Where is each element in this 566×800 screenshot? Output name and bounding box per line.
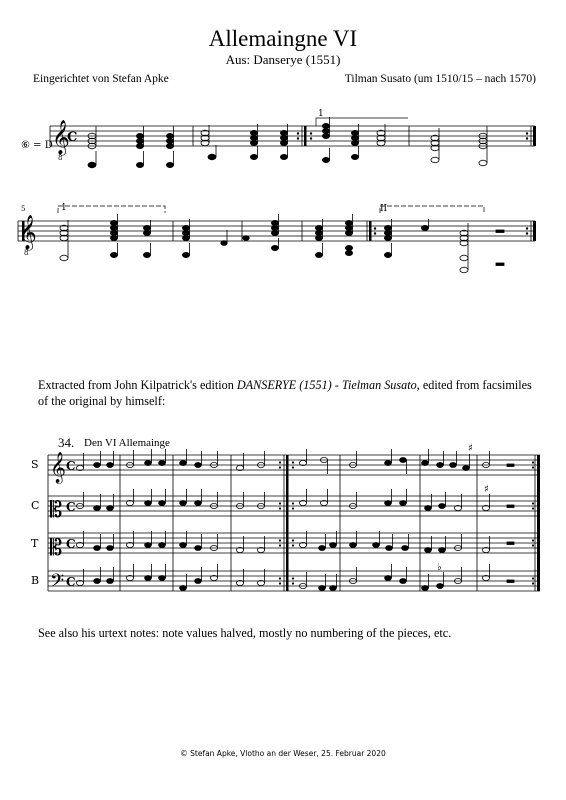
svg-text:C: C (66, 575, 76, 589)
note-text-after: , edited from facsimiles of the original by himself: (38, 378, 532, 408)
voice-label-alto: C (31, 499, 40, 512)
svg-text:C: C (67, 130, 78, 145)
composer-credit: Tilman Susato (um 1510/15 – nach 1570) (344, 73, 536, 85)
voice-label-tenor: T (31, 537, 39, 550)
treble-clef-icon: 𝄞 (52, 120, 70, 155)
volta-2-label: II (380, 204, 388, 214)
page-subtitle: Aus: Danserye (1551) (225, 52, 341, 67)
note-text-before: Extracted from John Kilpatrick's edition (38, 378, 237, 392)
voice-label-bass: B (31, 574, 40, 587)
svg-text:♯: ♯ (484, 484, 489, 495)
see-also-note: See also his urtext notes: note values halved, mostly no numbering of the pieces, etc. (38, 626, 452, 640)
svg-text:C: C (66, 537, 76, 551)
piece-number: 34. (58, 435, 75, 450)
alto-clef-icon: 𝄡 (50, 498, 63, 523)
volta-1-label: 1 (318, 109, 324, 119)
tenor-clef-icon: 𝄡 (50, 536, 63, 561)
note-text-italic: DANSERYE (1551) - Tielman Susato (236, 378, 417, 392)
svg-text:8: 8 (58, 154, 63, 162)
tuning-label: ⑥ = D (21, 140, 53, 151)
svg-text:8: 8 (24, 249, 29, 257)
svg-text:♭: ♭ (437, 562, 442, 573)
volta-1-label-system2: 1 (61, 203, 67, 213)
svg-text:C: C (66, 500, 76, 514)
page-title: Allemaingne VI (208, 26, 358, 51)
piece-title: Den VI Allemainge (84, 437, 170, 449)
arranger-credit: Eingerichtet von Stefan Apke (33, 73, 169, 85)
voice-label-soprano: S (31, 458, 39, 471)
svg-text:♯: ♯ (468, 443, 473, 454)
measure-number: 5 (21, 205, 26, 213)
bass-clef-icon: 𝄢 (50, 571, 65, 596)
svg-text:C: C (66, 459, 76, 473)
copyright-footer: © Stefan Apke, Vlotho an der Weser, 25. Februar 2020 (180, 749, 386, 758)
treble-clef-icon: 𝄞 (50, 452, 66, 483)
treble-clef-icon: 𝄞 (19, 215, 37, 250)
edition-note (38, 377, 538, 409)
